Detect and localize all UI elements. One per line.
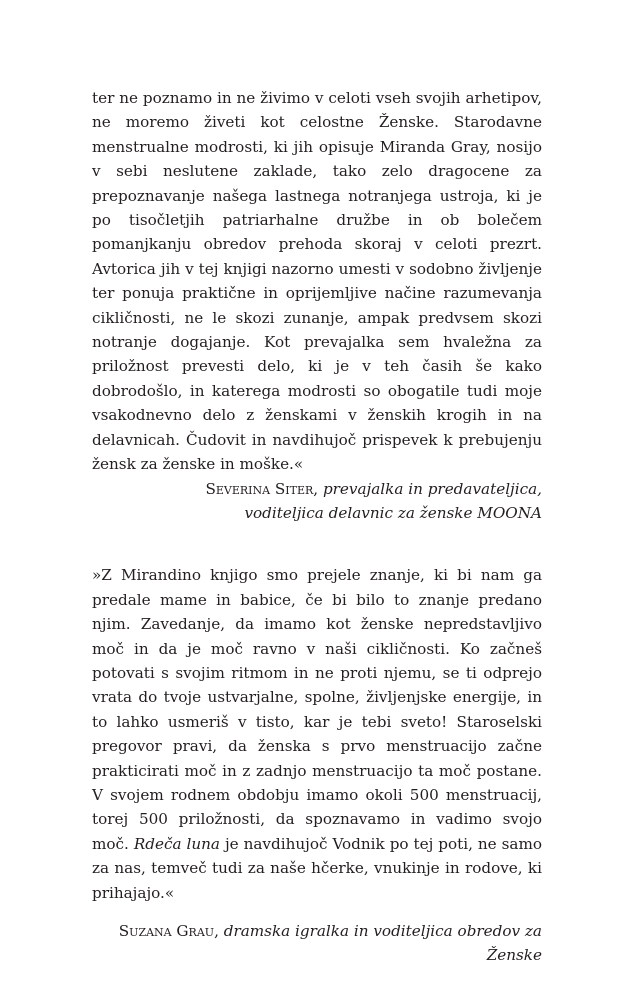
attribution-severina-line1	[92, 477, 542, 501]
author-role-line2: voditeljica delavnic za ženske MOONA	[244, 503, 542, 522]
section-spacer	[92, 525, 542, 563]
page-content	[92, 86, 542, 968]
author-name: Suzana Grau	[118, 922, 215, 940]
attribution-spacer	[92, 905, 542, 919]
quote-severina-text: ter ne poznamo in ne živimo v celoti vseh svojih arhetipov, ne moremo živeti kot celostne Ženske. Starodavne menstrualne modrosti, ki jih opisuje Miranda Gray, nosijo v sebi neslutene zaklade, tako zelo dragocene za prepoznavanje našega lastnega notranjega ustroja, ki je po tisočletjih patriarhalne družbe in ob bolečem pomanjkanju obredov prehoda skoraj v celoti prezrt. Avtorica jih v tej knjigi nazorno umesti v sodobno življenje ter ponuja praktične in oprijemljive načine razumevanja cikličnosti, ne le skozi zunanje, ampak predvsem skozi notranje dogajanje. Kot prevajalka sem hvaležna za priložnost prevesti delo, ki je v teh časih še kako dobrodošlo, in katerega modrosti so obogatile tudi moje vsakodnevno delo z ženskami v ženskih krogih in na delavnicah. Čudovit in navdihujoč prispevek k prebujenju žensk za ženske in moške.«	[92, 89, 542, 474]
attribution-suzana	[92, 919, 542, 968]
quote-severina	[92, 86, 542, 477]
attribution-separator: ,	[313, 479, 323, 498]
quote-suzana-text	[92, 563, 542, 905]
book-title: Rdeča luna	[133, 834, 220, 853]
author-role: dramska igralka in voditeljica obredov za Ženske	[223, 922, 542, 965]
quote-suzana-text-part1: »Z Mirandino knjigo smo prejele znanje, ki bi nam ga predale mame in babice, če bi bilo to znanje predano njim. Zavedanje, da imamo kot ženske nepredstavljivo moč in da je moč ravno v naši cikličnosti. Ko začneš potovati s svojim ritmom in ne proti njemu, se ti odprejo vrata do tvoje ustvarjalne, spolne, življenjske energije, in to lahko usmeriš v tisto, kar je tebi sveto! Staroselski pregovor pravi, da ženska s prvo menstruacijo začne prakticirati moč in z zadnjo menstruacijo ta moč postane. V svojem rodnem obdobju imamo okoli 500 menstruacij, torej 500 priložnosti, da spoznavamo in vadimo svojo moč.	[92, 566, 542, 853]
author-role: prevajalka in predavateljica,	[322, 479, 542, 498]
attribution-suzana-line	[92, 919, 542, 968]
attribution-separator: ,	[214, 922, 224, 940]
quote-suzana-text-part2: je navdihujoč Vodnik po tej poti, ne samo za nas, temveč tudi za naše hčerke, vnukinje in rodove, ki prihajajo.«	[92, 834, 542, 902]
attribution-severina	[92, 477, 542, 526]
quote-suzana	[92, 563, 542, 905]
author-name: Severina Siter	[205, 479, 314, 498]
